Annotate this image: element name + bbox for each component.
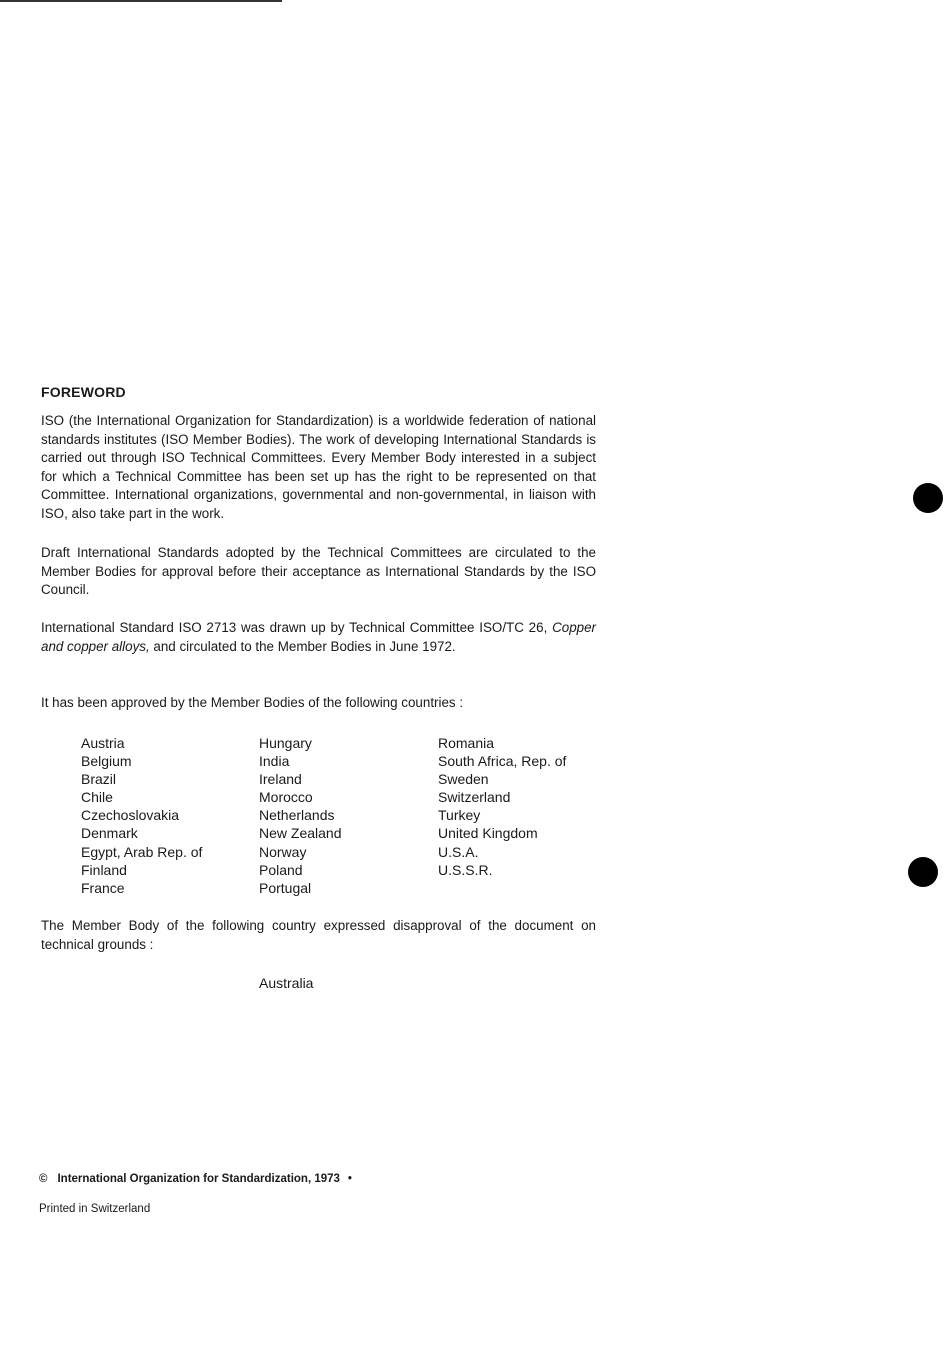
country-item: Egypt, Arab Rep. of [81, 843, 203, 860]
country-item: India [259, 753, 290, 770]
copyright-text: International Organization for Standardization, 1973 [57, 1173, 340, 1185]
copyright-icon: © [39, 1173, 48, 1185]
top-rule [0, 0, 282, 2]
foreword-heading: FOREWORD [41, 384, 126, 400]
country-item: Netherlands [259, 807, 335, 824]
country-list-column-1 [81, 734, 202, 897]
country-list-column-2 [259, 734, 342, 897]
foreword-paragraph-2: Draft International Standards adopted by the Technical Committees are circulated to the Member Bodies for approval before their acceptance as International Standards by the ISO Council. [41, 545, 596, 598]
country-item: U.S.A. [438, 843, 479, 860]
country-item: Czechoslovakia [81, 807, 180, 824]
punch-hole-icon [913, 483, 943, 513]
country-item: France [81, 879, 125, 896]
country-item: Norway [259, 843, 307, 860]
country-item: South Africa, Rep. of [438, 753, 567, 770]
foreword-paragraph-3 [41, 619, 596, 656]
country-list-column-3 [438, 734, 566, 879]
paragraph-3-text-after: and circulated to the Member Bodies in June 1972. [149, 638, 456, 654]
country-item: Hungary [259, 735, 312, 751]
committee-title: Copper and copper alloys, [41, 620, 596, 654]
country-item: Romania [438, 735, 495, 751]
approval-intro: It has been approved by the Member Bodies of the following countries : [41, 695, 464, 710]
punch-hole-icon [908, 857, 938, 887]
country-item: Denmark [81, 825, 138, 842]
country-item: Turkey [438, 807, 481, 824]
disapproving-country: Australia [259, 975, 314, 991]
country-item: Morocco [259, 789, 313, 806]
country-item: Finland [81, 861, 127, 878]
country-item: Sweden [438, 771, 489, 788]
country-item: New Zealand [259, 825, 342, 842]
country-item: Belgium [81, 753, 132, 770]
disapproval-intro: The Member Body of the following country expressed disapproval of the document on technical grounds : [41, 918, 596, 952]
copyright-line [39, 1173, 352, 1185]
country-item: Switzerland [438, 789, 511, 806]
country-item: United Kingdom [438, 825, 538, 842]
country-item: Austria [81, 735, 125, 751]
bullet-icon: • [347, 1173, 352, 1185]
country-item: U.S.S.R. [438, 861, 493, 878]
country-item: Portugal [259, 879, 312, 896]
printed-in: Printed in Switzerland [39, 1203, 151, 1215]
country-item: Poland [259, 861, 303, 878]
country-item: Ireland [259, 771, 302, 788]
country-item: Brazil [81, 771, 117, 788]
paragraph-3-text-before: International Standard ISO 2713 was drawn up by Technical Committee ISO/TC 26, [41, 620, 553, 635]
foreword-paragraph-1: ISO (the International Organization for Standardization) is a worldwide federation of national standards institutes (ISO Member Bodies). The work of developing International Standards is carried out through ISO Technical Committees. Every Member Body interested in a subject for which a Technical Committee has been set up has the right to be represented on that Committee. International organizations, governmental and non-governmental, in liaison with ISO, also take part in the work. [41, 413, 596, 521]
country-item: Chile [81, 789, 113, 806]
